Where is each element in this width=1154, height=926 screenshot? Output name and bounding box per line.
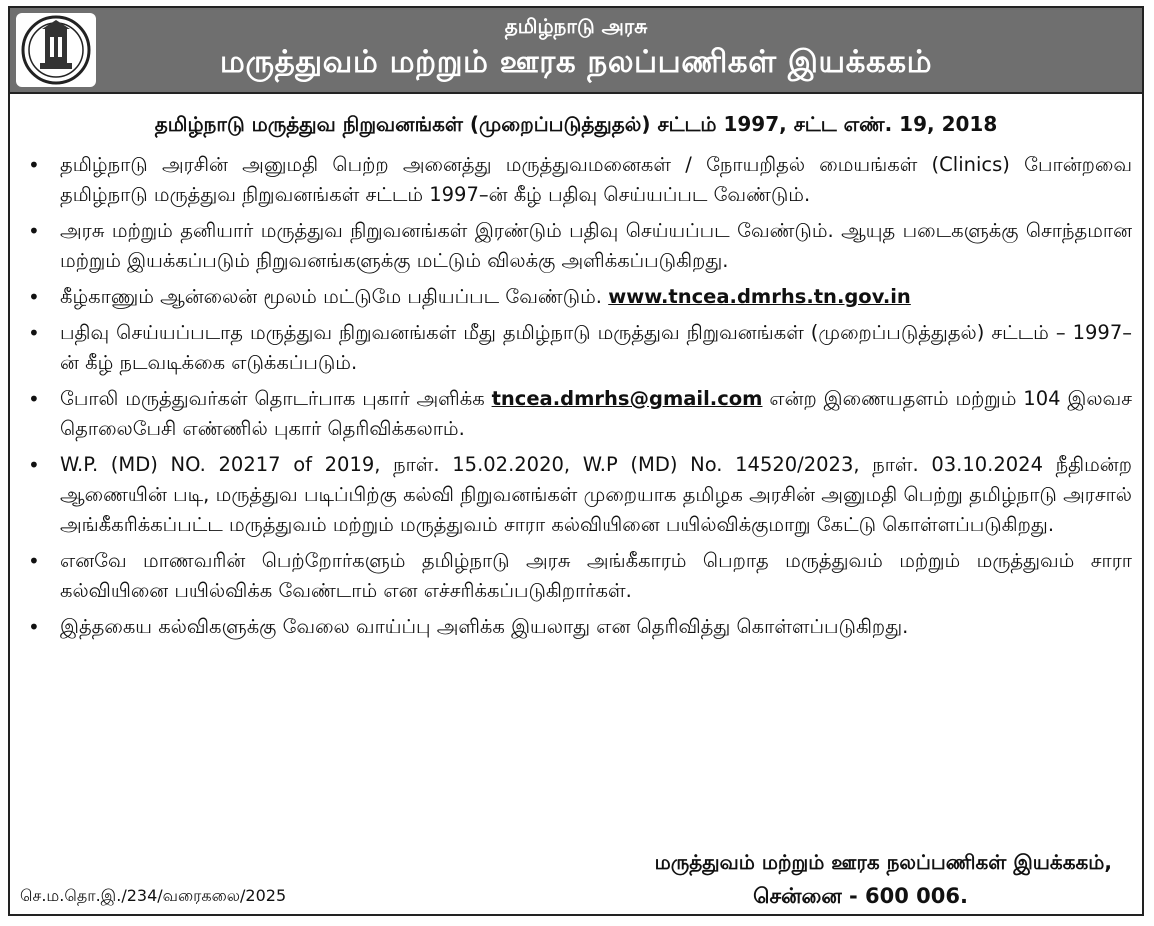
item-text: எனவே மாணவரின் பெற்றோர்களும் தமிழ்நாடு அரசு அங்கீகாரம் பெறாத மருத்துவம் மற்றும் மருத்துவம் சாரா கல்வியினை பயில்விக்க வேண்டாம் என எச்சரிக்கப்படுகிறார்கள்.	[60, 549, 1132, 602]
item-text: W.P. (MD) NO. 20217 of 2019, நாள். 15.02.2020, W.P (MD) No. 14520/2023, நாள். 03.10.2024 நீதிமன்ற ஆணையின் படி, மருத்துவ படிப்பிற்கு கல்வி நிறுவனங்கள் முறையாக தமிழக அரசின் அனுமதி பெற்று தமிழ்நாடு அரசால் அங்கீகரிக்கப்பட்ட மருத்துவம் மற்றும் மருத்துவம் சாரா கல்வியினை பயில்விக்குமாறு கேட்டு கொள்ளப்படுகிறது.	[60, 453, 1132, 536]
item-text: தமிழ்நாடு அரசின் அனுமதி பெற்ற அனைத்து மருத்துவமனைகள் / நோயறிதல் மையங்கள் (Clinics) போன்றவை தமிழ்நாடு மருத்துவ நிறுவனங்கள் சட்டம் 1997–ன் கீழ் பதிவு செய்யப்பட வேண்டும்.	[60, 153, 1132, 206]
bullet-icon: •	[28, 549, 40, 573]
item-text: அரசு மற்றும் தனியார் மருத்துவ நிறுவனங்கள் இரண்டும் பதிவு செய்யப்பட வேண்டும். ஆயுத படைகளுக்கு சொந்தமான மற்றும் இயக்கப்படும் நிறுவனங்களுக்கு மட்டும் விலக்கு அளிக்கப்படுகிறது.	[60, 219, 1132, 272]
notice-page	[8, 6, 1144, 916]
bullet-icon: •	[28, 615, 40, 639]
list-item	[22, 216, 1132, 276]
bullet-icon: •	[28, 453, 40, 477]
list-item	[22, 612, 1132, 642]
item-text: கீழ்காணும் ஆன்லைன் மூலம் மட்டுமே பதியப்பட வேண்டும்.	[60, 285, 609, 308]
signature-line-1: மருத்துவம் மற்றும் ஊரக நலப்பணிகள் இயக்ககம்,	[654, 850, 1112, 874]
bullet-icon: •	[28, 321, 40, 345]
government-title: தமிழ்நாடு அரசு	[504, 14, 648, 38]
notice-list	[22, 150, 1132, 648]
list-item	[22, 450, 1132, 540]
list-item	[22, 150, 1132, 210]
list-item	[22, 384, 1132, 444]
email-link[interactable]: tncea.dmrhs@gmail.com	[491, 387, 763, 410]
bullet-icon: •	[28, 387, 40, 411]
item-text: இத்தகைய கல்விகளுக்கு வேலை வாய்ப்பு அளிக்க இயலாது என தெரிவித்து கொள்ளப்படுகிறது.	[60, 615, 909, 638]
header-banner	[10, 8, 1142, 94]
item-text: போலி மருத்துவர்கள் தொடர்பாக புகார் அளிக்க	[60, 387, 492, 410]
bullet-icon: •	[28, 285, 40, 309]
signature-line-2: சென்னை - 600 006.	[753, 884, 968, 908]
bullet-icon: •	[28, 153, 40, 177]
act-title: தமிழ்நாடு மருத்துவ நிறுவனங்கள் (முறைப்படுத்துதல்) சட்டம் 1997, சட்ட எண். 19, 2018	[154, 112, 998, 136]
reference-number: செ.ம.தொ.இ./234/வரைகலை/2025	[20, 886, 287, 905]
website-link[interactable]: www.tncea.dmrhs.tn.gov.in	[608, 285, 911, 308]
item-text: என்ற இணையதளம் மற்றும் 104 இலவச தொலைபேசி எண்ணில் புகார் தெரிவிக்கலாம்.	[60, 387, 1133, 440]
item-text: பதிவு செய்யப்படாத மருத்துவ நிறுவனங்கள் மீது தமிழ்நாடு மருத்துவ நிறுவனங்கள் (முறைப்படுத்துதல்) சட்டம் – 1997–ன் கீழ் நடவடிக்கை எடுக்கப்படும்.	[60, 321, 1132, 374]
list-item	[22, 318, 1132, 378]
department-title: மருத்துவம் மற்றும் ஊரக நலப்பணிகள் இயக்ககம்	[219, 44, 933, 80]
list-item	[22, 282, 1132, 312]
bullet-icon: •	[28, 219, 40, 243]
list-item	[22, 546, 1132, 606]
